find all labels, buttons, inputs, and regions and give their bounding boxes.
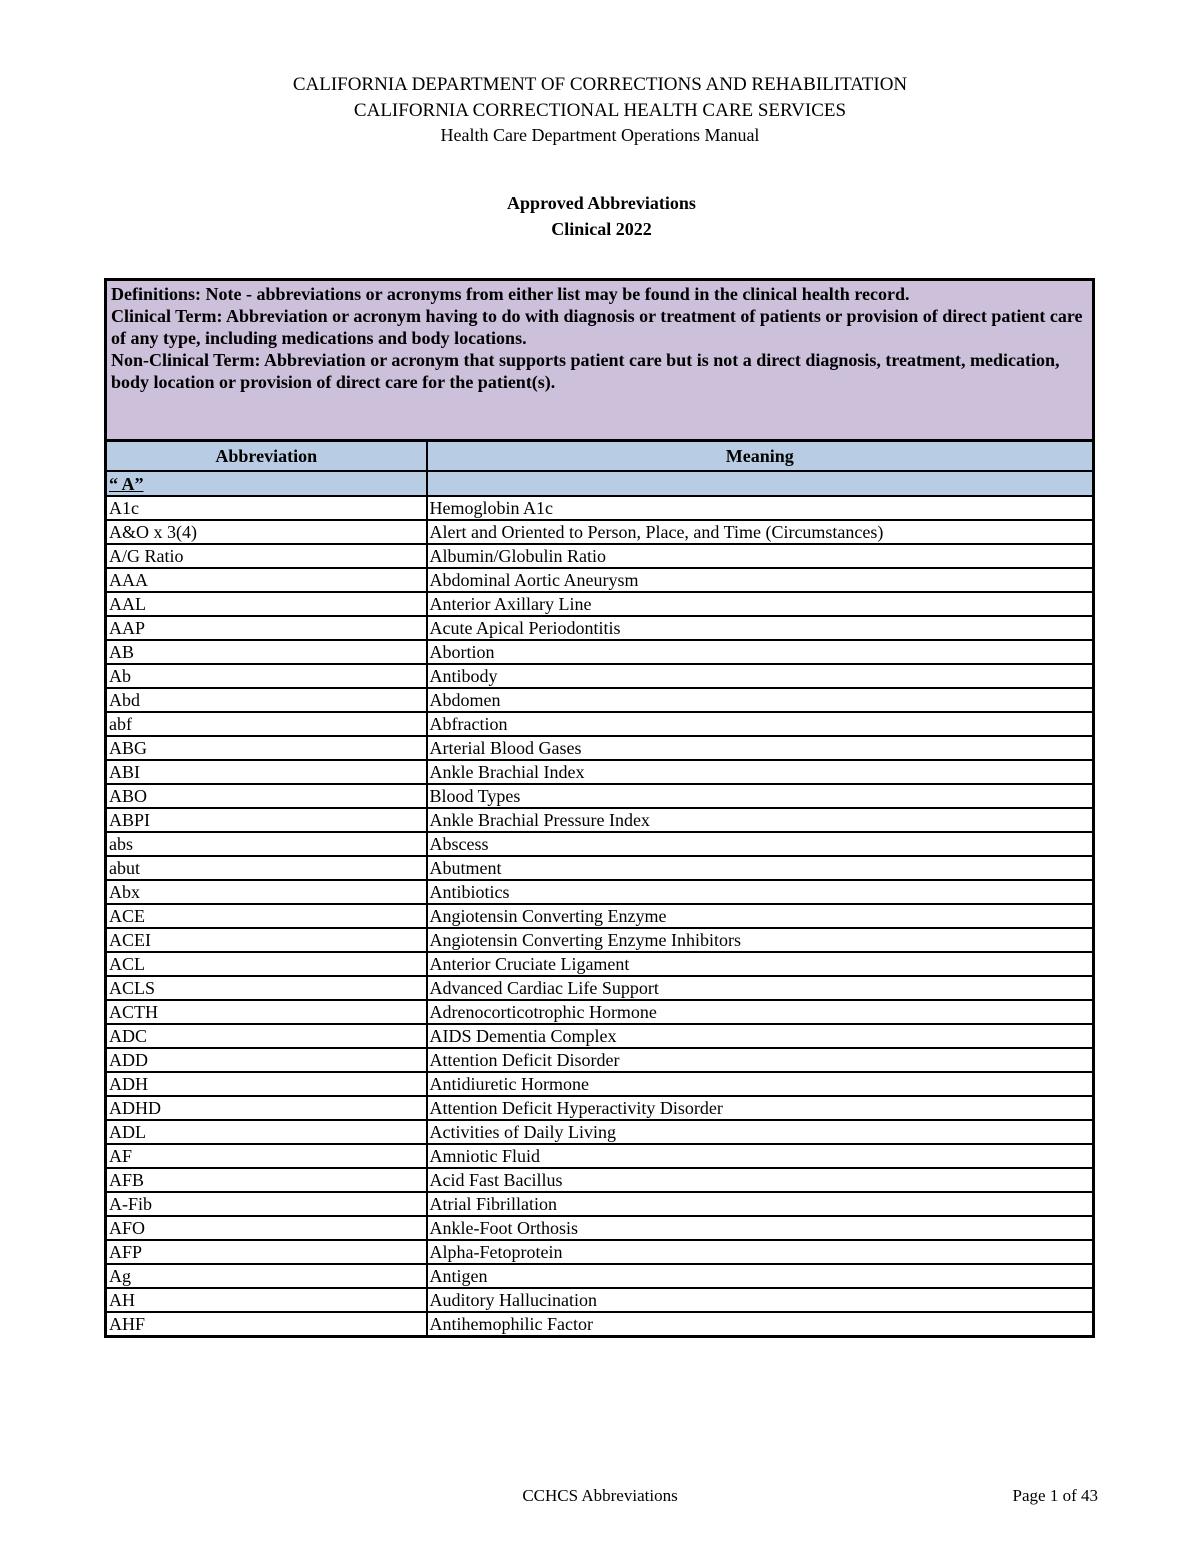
table-row bbox=[106, 1312, 1094, 1337]
header-services: CALIFORNIA CORRECTIONAL HEALTH CARE SERVICES bbox=[353, 99, 847, 121]
meaning-cell: Abfraction bbox=[427, 712, 1094, 736]
meaning-cell: Alpha-Fetoprotein bbox=[427, 1240, 1094, 1264]
table-row bbox=[106, 880, 1094, 904]
abbreviation-cell: ACEI bbox=[106, 928, 427, 952]
meaning-cell: Ankle Brachial Index bbox=[427, 760, 1094, 784]
abbreviation-cell: AAL bbox=[106, 592, 427, 616]
abbreviation-cell: A/G Ratio bbox=[106, 544, 427, 568]
table-row bbox=[106, 736, 1094, 760]
table-row bbox=[106, 808, 1094, 832]
meaning-cell: Abutment bbox=[427, 856, 1094, 880]
abbreviation-cell: Ab bbox=[106, 664, 427, 688]
abbreviation-cell: ACTH bbox=[106, 1000, 427, 1024]
abbreviation-cell: A&O x 3(4) bbox=[106, 520, 427, 544]
abbreviation-cell: AFB bbox=[106, 1168, 427, 1192]
abbreviation-cell: AF bbox=[106, 1144, 427, 1168]
abbreviation-cell: abs bbox=[106, 832, 427, 856]
meaning-cell: Acute Apical Periodontitis bbox=[427, 616, 1094, 640]
table-row bbox=[106, 1216, 1094, 1240]
abbreviation-cell: AFO bbox=[106, 1216, 427, 1240]
meaning-cell: Hemoglobin A1c bbox=[427, 496, 1094, 520]
abbreviation-cell: AHF bbox=[106, 1312, 427, 1337]
table-row bbox=[106, 1000, 1094, 1024]
meaning-cell: Abscess bbox=[427, 832, 1094, 856]
table-row bbox=[106, 784, 1094, 808]
table-row bbox=[106, 1288, 1094, 1312]
abbreviation-cell: ACE bbox=[106, 904, 427, 928]
section-empty-cell bbox=[427, 471, 1094, 496]
meaning-cell: Acid Fast Bacillus bbox=[427, 1168, 1094, 1192]
table-row bbox=[106, 976, 1094, 1000]
column-header-abbreviation: Abbreviation bbox=[106, 441, 427, 472]
abbreviation-cell: AB bbox=[106, 640, 427, 664]
abbreviation-cell: AFP bbox=[106, 1240, 427, 1264]
meaning-cell: Atrial Fibrillation bbox=[427, 1192, 1094, 1216]
title-clinical-year: Clinical 2022 bbox=[551, 218, 652, 239]
meaning-cell: Antigen bbox=[427, 1264, 1094, 1288]
abbreviation-cell: ABO bbox=[106, 784, 427, 808]
meaning-cell: Attention Deficit Disorder bbox=[427, 1048, 1094, 1072]
meaning-cell: Blood Types bbox=[427, 784, 1094, 808]
abbreviation-cell: ABI bbox=[106, 760, 427, 784]
column-header-meaning: Meaning bbox=[427, 441, 1094, 472]
meaning-cell: Antihemophilic Factor bbox=[427, 1312, 1094, 1337]
meaning-cell: Arterial Blood Gases bbox=[427, 736, 1094, 760]
abbreviation-cell: Abx bbox=[106, 880, 427, 904]
abbreviation-cell: A1c bbox=[106, 496, 427, 520]
meaning-cell: Albumin/Globulin Ratio bbox=[427, 544, 1094, 568]
abbreviation-cell: Abd bbox=[106, 688, 427, 712]
table-row bbox=[106, 496, 1094, 520]
table-row bbox=[106, 664, 1094, 688]
document-title bbox=[0, 191, 1200, 242]
definitions-non-clinical-term: Non-Clinical Term: Abbreviation or acronym that supports patient care but is not a direct diagnosis, treatment, medication, body location or provision of direct care for the patient(s). bbox=[111, 350, 1060, 392]
table-row bbox=[106, 1168, 1094, 1192]
abbreviation-cell: abf bbox=[106, 712, 427, 736]
meaning-cell: Activities of Daily Living bbox=[427, 1120, 1094, 1144]
footer-document-name: CCHCS Abbreviations bbox=[522, 1486, 678, 1505]
table-row bbox=[106, 1072, 1094, 1096]
section-label-cell bbox=[106, 471, 427, 496]
table-row bbox=[106, 952, 1094, 976]
abbreviation-cell: ABG bbox=[106, 736, 427, 760]
definitions-note: Definitions: Note - abbreviations or acronyms from either list may be found in the clinical health record. bbox=[111, 284, 910, 304]
footer-page-number: Page 1 of 43 bbox=[1012, 1486, 1098, 1505]
table-row bbox=[106, 520, 1094, 544]
section-row-a bbox=[106, 471, 1094, 496]
meaning-cell: Angiotensin Converting Enzyme bbox=[427, 904, 1094, 928]
abbreviation-cell: ACLS bbox=[106, 976, 427, 1000]
abbreviation-cell: abut bbox=[106, 856, 427, 880]
table-row bbox=[106, 856, 1094, 880]
meaning-cell: Ankle-Foot Orthosis bbox=[427, 1216, 1094, 1240]
abbreviation-cell: AH bbox=[106, 1288, 427, 1312]
abbreviations-table-body bbox=[106, 280, 1094, 1337]
table-row bbox=[106, 1264, 1094, 1288]
title-approved-abbreviations: Approved Abbreviations bbox=[507, 193, 696, 213]
meaning-cell: Attention Deficit Hyperactivity Disorder bbox=[427, 1096, 1094, 1120]
document-header bbox=[0, 72, 1200, 149]
meaning-cell: Abortion bbox=[427, 640, 1094, 664]
meaning-cell: AIDS Dementia Complex bbox=[427, 1024, 1094, 1048]
meaning-cell: Abdominal Aortic Aneurysm bbox=[427, 568, 1094, 592]
table-row bbox=[106, 640, 1094, 664]
table-row bbox=[106, 1120, 1094, 1144]
table-row bbox=[106, 544, 1094, 568]
table-row bbox=[106, 592, 1094, 616]
meaning-cell: Amniotic Fluid bbox=[427, 1144, 1094, 1168]
abbreviation-cell: Ag bbox=[106, 1264, 427, 1288]
meaning-cell: Adrenocorticotrophic Hormone bbox=[427, 1000, 1094, 1024]
table-row bbox=[106, 1240, 1094, 1264]
table-row bbox=[106, 832, 1094, 856]
header-department: CALIFORNIA DEPARTMENT OF CORRECTIONS AND REHABILITATION bbox=[292, 74, 908, 95]
meaning-cell: Anterior Cruciate Ligament bbox=[427, 952, 1094, 976]
table-row bbox=[106, 712, 1094, 736]
abbreviation-cell: ADH bbox=[106, 1072, 427, 1096]
table-row bbox=[106, 1048, 1094, 1072]
abbreviation-cell: ACL bbox=[106, 952, 427, 976]
abbreviation-cell: ADL bbox=[106, 1120, 427, 1144]
meaning-cell: Auditory Hallucination bbox=[427, 1288, 1094, 1312]
definitions-clinical-term: Clinical Term: Abbreviation or acronym having to do with diagnosis or treatment of patients or provision of direct patient care of any type, including medications and body locations. bbox=[111, 306, 1083, 348]
section-label: “ A” bbox=[109, 473, 144, 494]
meaning-cell: Alert and Oriented to Person, Place, and Time (Circumstances) bbox=[427, 520, 1094, 544]
table-row bbox=[106, 688, 1094, 712]
abbreviation-cell: ADD bbox=[106, 1048, 427, 1072]
abbreviation-cell: ADC bbox=[106, 1024, 427, 1048]
abbreviations-table bbox=[104, 278, 1095, 1338]
definitions-cell bbox=[106, 280, 1094, 441]
table-row bbox=[106, 904, 1094, 928]
header-manual: Health Care Department Operations Manual bbox=[440, 125, 760, 145]
abbreviation-cell: ABPI bbox=[106, 808, 427, 832]
meaning-cell: Angiotensin Converting Enzyme Inhibitors bbox=[427, 928, 1094, 952]
table-row bbox=[106, 928, 1094, 952]
abbreviation-cell: AAP bbox=[106, 616, 427, 640]
meaning-cell: Advanced Cardiac Life Support bbox=[427, 976, 1094, 1000]
meaning-cell: Antibiotics bbox=[427, 880, 1094, 904]
abbreviation-cell: AAA bbox=[106, 568, 427, 592]
meaning-cell: Abdomen bbox=[427, 688, 1094, 712]
table-row bbox=[106, 1024, 1094, 1048]
meaning-cell: Antibody bbox=[427, 664, 1094, 688]
table-row bbox=[106, 568, 1094, 592]
abbreviation-cell: ADHD bbox=[106, 1096, 427, 1120]
abbreviation-cell: A-Fib bbox=[106, 1192, 427, 1216]
table-row bbox=[106, 616, 1094, 640]
table-row bbox=[106, 760, 1094, 784]
table-row bbox=[106, 1096, 1094, 1120]
meaning-cell: Ankle Brachial Pressure Index bbox=[427, 808, 1094, 832]
table-row bbox=[106, 1192, 1094, 1216]
definitions-row bbox=[106, 280, 1094, 441]
table-row bbox=[106, 1144, 1094, 1168]
meaning-cell: Antidiuretic Hormone bbox=[427, 1072, 1094, 1096]
column-header-row bbox=[106, 441, 1094, 472]
meaning-cell: Anterior Axillary Line bbox=[427, 592, 1094, 616]
